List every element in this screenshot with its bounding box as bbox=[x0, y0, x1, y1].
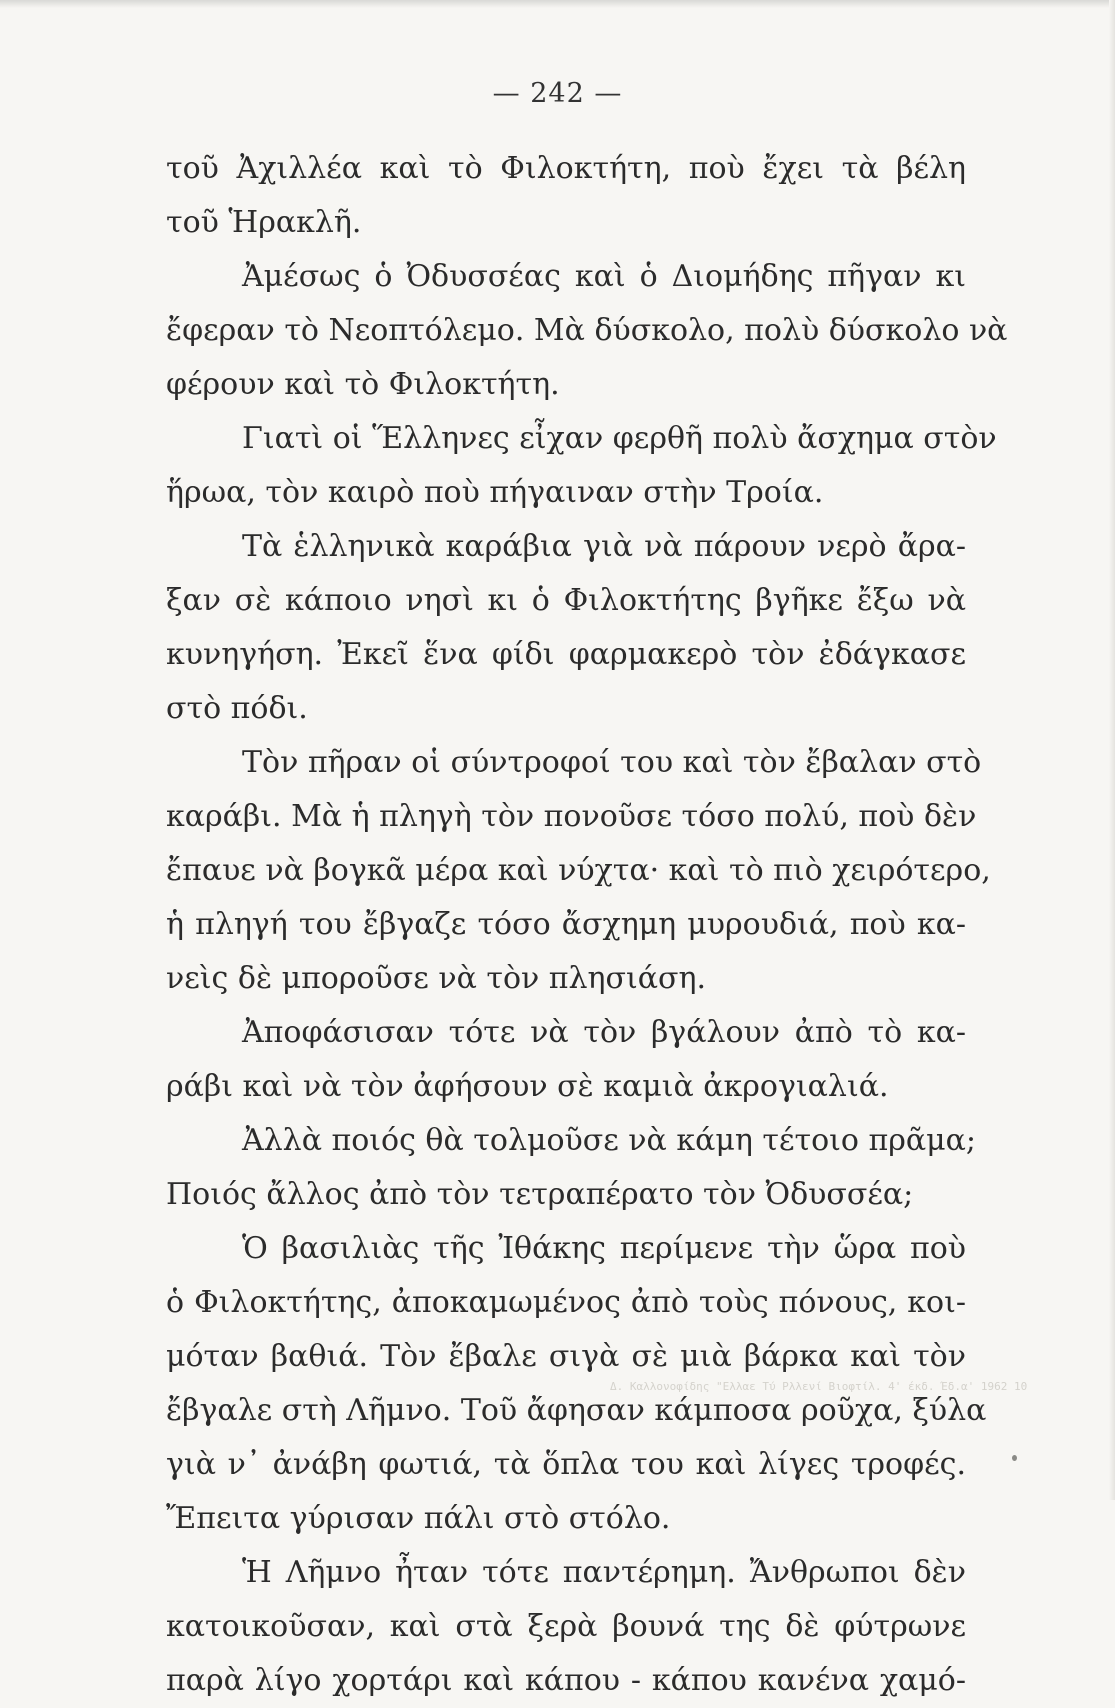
paragraph-start-line: Ἀποφάσισαν τότε νὰ τὸν βγάλουν ἀπὸ τὸ κα- bbox=[242, 1015, 966, 1050]
text-line: νεὶς δὲ μποροῦσε νὰ τὸν πλησιάση. bbox=[166, 961, 706, 996]
body-text bbox=[166, 142, 1008, 1708]
text-line: τοῦ Ἀχιλλέα καὶ τὸ Φιλοκτήτη, ποὺ ἔχει τὰ βέλη bbox=[166, 151, 966, 186]
text-line: κατοικοῦσαν, καὶ στὰ ξερὰ βουνά της δὲ φύτρωνε bbox=[166, 1609, 966, 1644]
paragraph-start-line: Ἀμέσως ὁ Ὀδυσσέας καὶ ὁ Διομήδης πῆγαν κι bbox=[242, 259, 966, 294]
text-line: ξαν σὲ κάποιο νησὶ κι ὁ Φιλοκτήτης βγῆκε ἔξω νὰ bbox=[166, 583, 966, 618]
text-line: στὸ πόδι. bbox=[166, 691, 308, 726]
text-line: ἔπαυε νὰ βογκᾶ μέρα καὶ νύχτα· καὶ τὸ πιὸ χειρότερο, bbox=[166, 853, 991, 888]
text-line: Ἔπειτα γύρισαν πάλι στὸ στόλο. bbox=[166, 1501, 671, 1536]
text-line: τοῦ Ἡρακλῆ. bbox=[166, 205, 362, 240]
text-line: γιὰ ν᾽ ἀνάβη φωτιά, τὰ ὅπλα του καὶ λίγες τροφές. bbox=[166, 1447, 966, 1482]
paragraph-start-line: Ὁ βασιλιὰς τῆς Ἰθάκης περίμενε τὴν ὥρα ποὺ bbox=[242, 1231, 966, 1266]
ink-speck bbox=[1012, 1455, 1017, 1461]
text-line: καράβι. Μὰ ἡ πληγὴ τὸν πονοῦσε τόσο πολύ, ποὺ δὲν bbox=[166, 799, 977, 834]
text-line: ἔβγαλε στὴ Λῆμνο. Τοῦ ἄφησαν κάμποσα ροῦχα, ξύλα bbox=[166, 1393, 987, 1428]
paragraph-start-line: Ἀλλὰ ποιός θὰ τολμοῦσε νὰ κάμη τέτοιο πρᾶμα; bbox=[242, 1123, 976, 1158]
text-line: ἔφεραν τὸ Νεοπτόλεμο. Μὰ δύσκολο, πολὺ δύσκολο νὰ bbox=[166, 313, 1008, 348]
page-number: — 242 — bbox=[492, 78, 623, 109]
text-line: μόταν βαθιά. Τὸν ἔβαλε σιγὰ σὲ μιὰ βάρκα καὶ τὸν bbox=[166, 1339, 966, 1374]
paragraph-start-line: Γιατὶ οἱ Ἕλληνες εἶχαν φερθῆ πολὺ ἄσχημα στὸν bbox=[242, 421, 997, 456]
text-line: παρὰ λίγο χορτάρι καὶ κάπου - κάπου κανένα χαμό- bbox=[166, 1663, 966, 1698]
page-right-edge bbox=[1109, 0, 1115, 1500]
text-line: ἥρωα, τὸν καιρὸ ποὺ πήγαιναν στὴν Τροία. bbox=[166, 475, 824, 510]
paragraph-start-line: Τὰ ἑλληνικὰ καράβια γιὰ νὰ πάρουν νερὸ ἄρα- bbox=[242, 529, 966, 564]
paragraph-start-line: Τὸν πῆραν οἱ σύντροφοί του καὶ τὸν ἔβαλαν στὸ bbox=[242, 745, 982, 780]
faint-footer-note: Δ. Καλλονοφίδης "Ελλαε Τύ Ρλλενί Βιοφτίλ. 4' έκδ. Έδ.α' 1962 10 bbox=[610, 1380, 1028, 1393]
text-line: κυνηγήση. Ἐκεῖ ἕνα φίδι φαρμακερὸ τὸν ἐδάγκασε bbox=[166, 637, 966, 672]
text-line: Ποιός ἄλλος ἀπὸ τὸν τετραπέρατο τὸν Ὀδυσσέα; bbox=[166, 1177, 914, 1212]
text-line: ἡ πληγή του ἔβγαζε τόσο ἄσχημη μυρουδιά, ποὺ κα- bbox=[166, 907, 966, 942]
text-line: ράβι καὶ νὰ τὸν ἀφήσουν σὲ καμιὰ ἀκρογιαλιά. bbox=[166, 1069, 889, 1104]
paragraph-start-line: Ἡ Λῆμνο ἦταν τότε παντέρημη. Ἄνθρωποι δὲν bbox=[242, 1555, 966, 1590]
page-top-edge bbox=[0, 0, 1115, 8]
text-line: φέρουν καὶ τὸ Φιλοκτήτη. bbox=[166, 367, 560, 402]
text-line: ὁ Φιλοκτήτης, ἀποκαμωμένος ἀπὸ τοὺς πόνους, κοι- bbox=[166, 1285, 966, 1320]
